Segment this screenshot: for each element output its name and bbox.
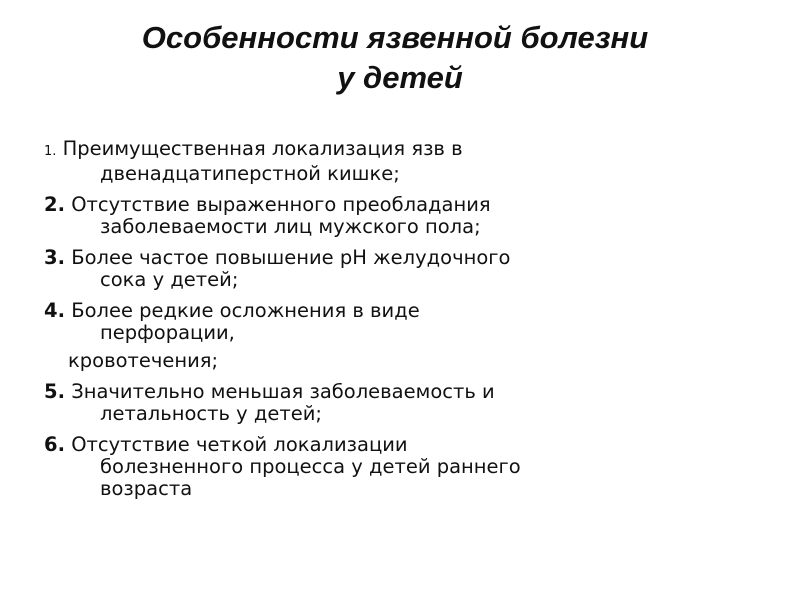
list-item-text-line-2: перфорации, [100, 321, 235, 344]
list-item-text-line-2: сока у детей; [100, 268, 239, 291]
list-item-6 [44, 434, 764, 500]
list-item-3 [44, 247, 764, 291]
list-item-number: 4. [44, 299, 65, 322]
list-item-number: 1. [44, 144, 57, 159]
list-item-text-line-2: двенадцатиперстной кишке; [100, 162, 400, 185]
list-item-text-line-1: Более частое повышение pH желудочного [71, 246, 511, 269]
list-item-text-line-1: Отсутствие четкой локализации [71, 433, 408, 456]
list-item-text-line-2: заболеваемости лиц мужского пола; [100, 215, 481, 238]
features-list [44, 138, 764, 509]
list-item-text-line-3: кровотечения; [68, 349, 219, 372]
list-item-2 [44, 194, 764, 238]
list-item-number: 2. [44, 193, 65, 216]
list-item-5 [44, 381, 764, 425]
slide-title-line-1: Особенности язвенной болезни [141, 20, 649, 55]
list-item-text-line-1: Значительно меньшая заболеваемость и [71, 380, 495, 403]
list-item-text-line-1: Отсутствие выраженного преобладания [71, 193, 491, 216]
list-item-text-line-2: болезненного процесса у детей раннего [100, 455, 521, 478]
list-item-4-continuation [44, 350, 764, 372]
slide-title [0, 18, 800, 98]
list-item-text-line-1: Более редкие осложнения в виде [71, 299, 420, 322]
list-item-text-line-1: Преимущественная локализация язв в [62, 137, 463, 160]
list-item-text-line-2: летальность у детей; [100, 402, 322, 425]
list-item-1 [44, 138, 764, 185]
list-item-number: 6. [44, 433, 65, 456]
list-item-number: 3. [44, 246, 65, 269]
list-item-number: 5. [44, 380, 65, 403]
slide-title-line-2: у детей [337, 60, 463, 95]
list-item-text-line-3: возраста [100, 477, 193, 500]
list-item-4 [44, 300, 764, 344]
